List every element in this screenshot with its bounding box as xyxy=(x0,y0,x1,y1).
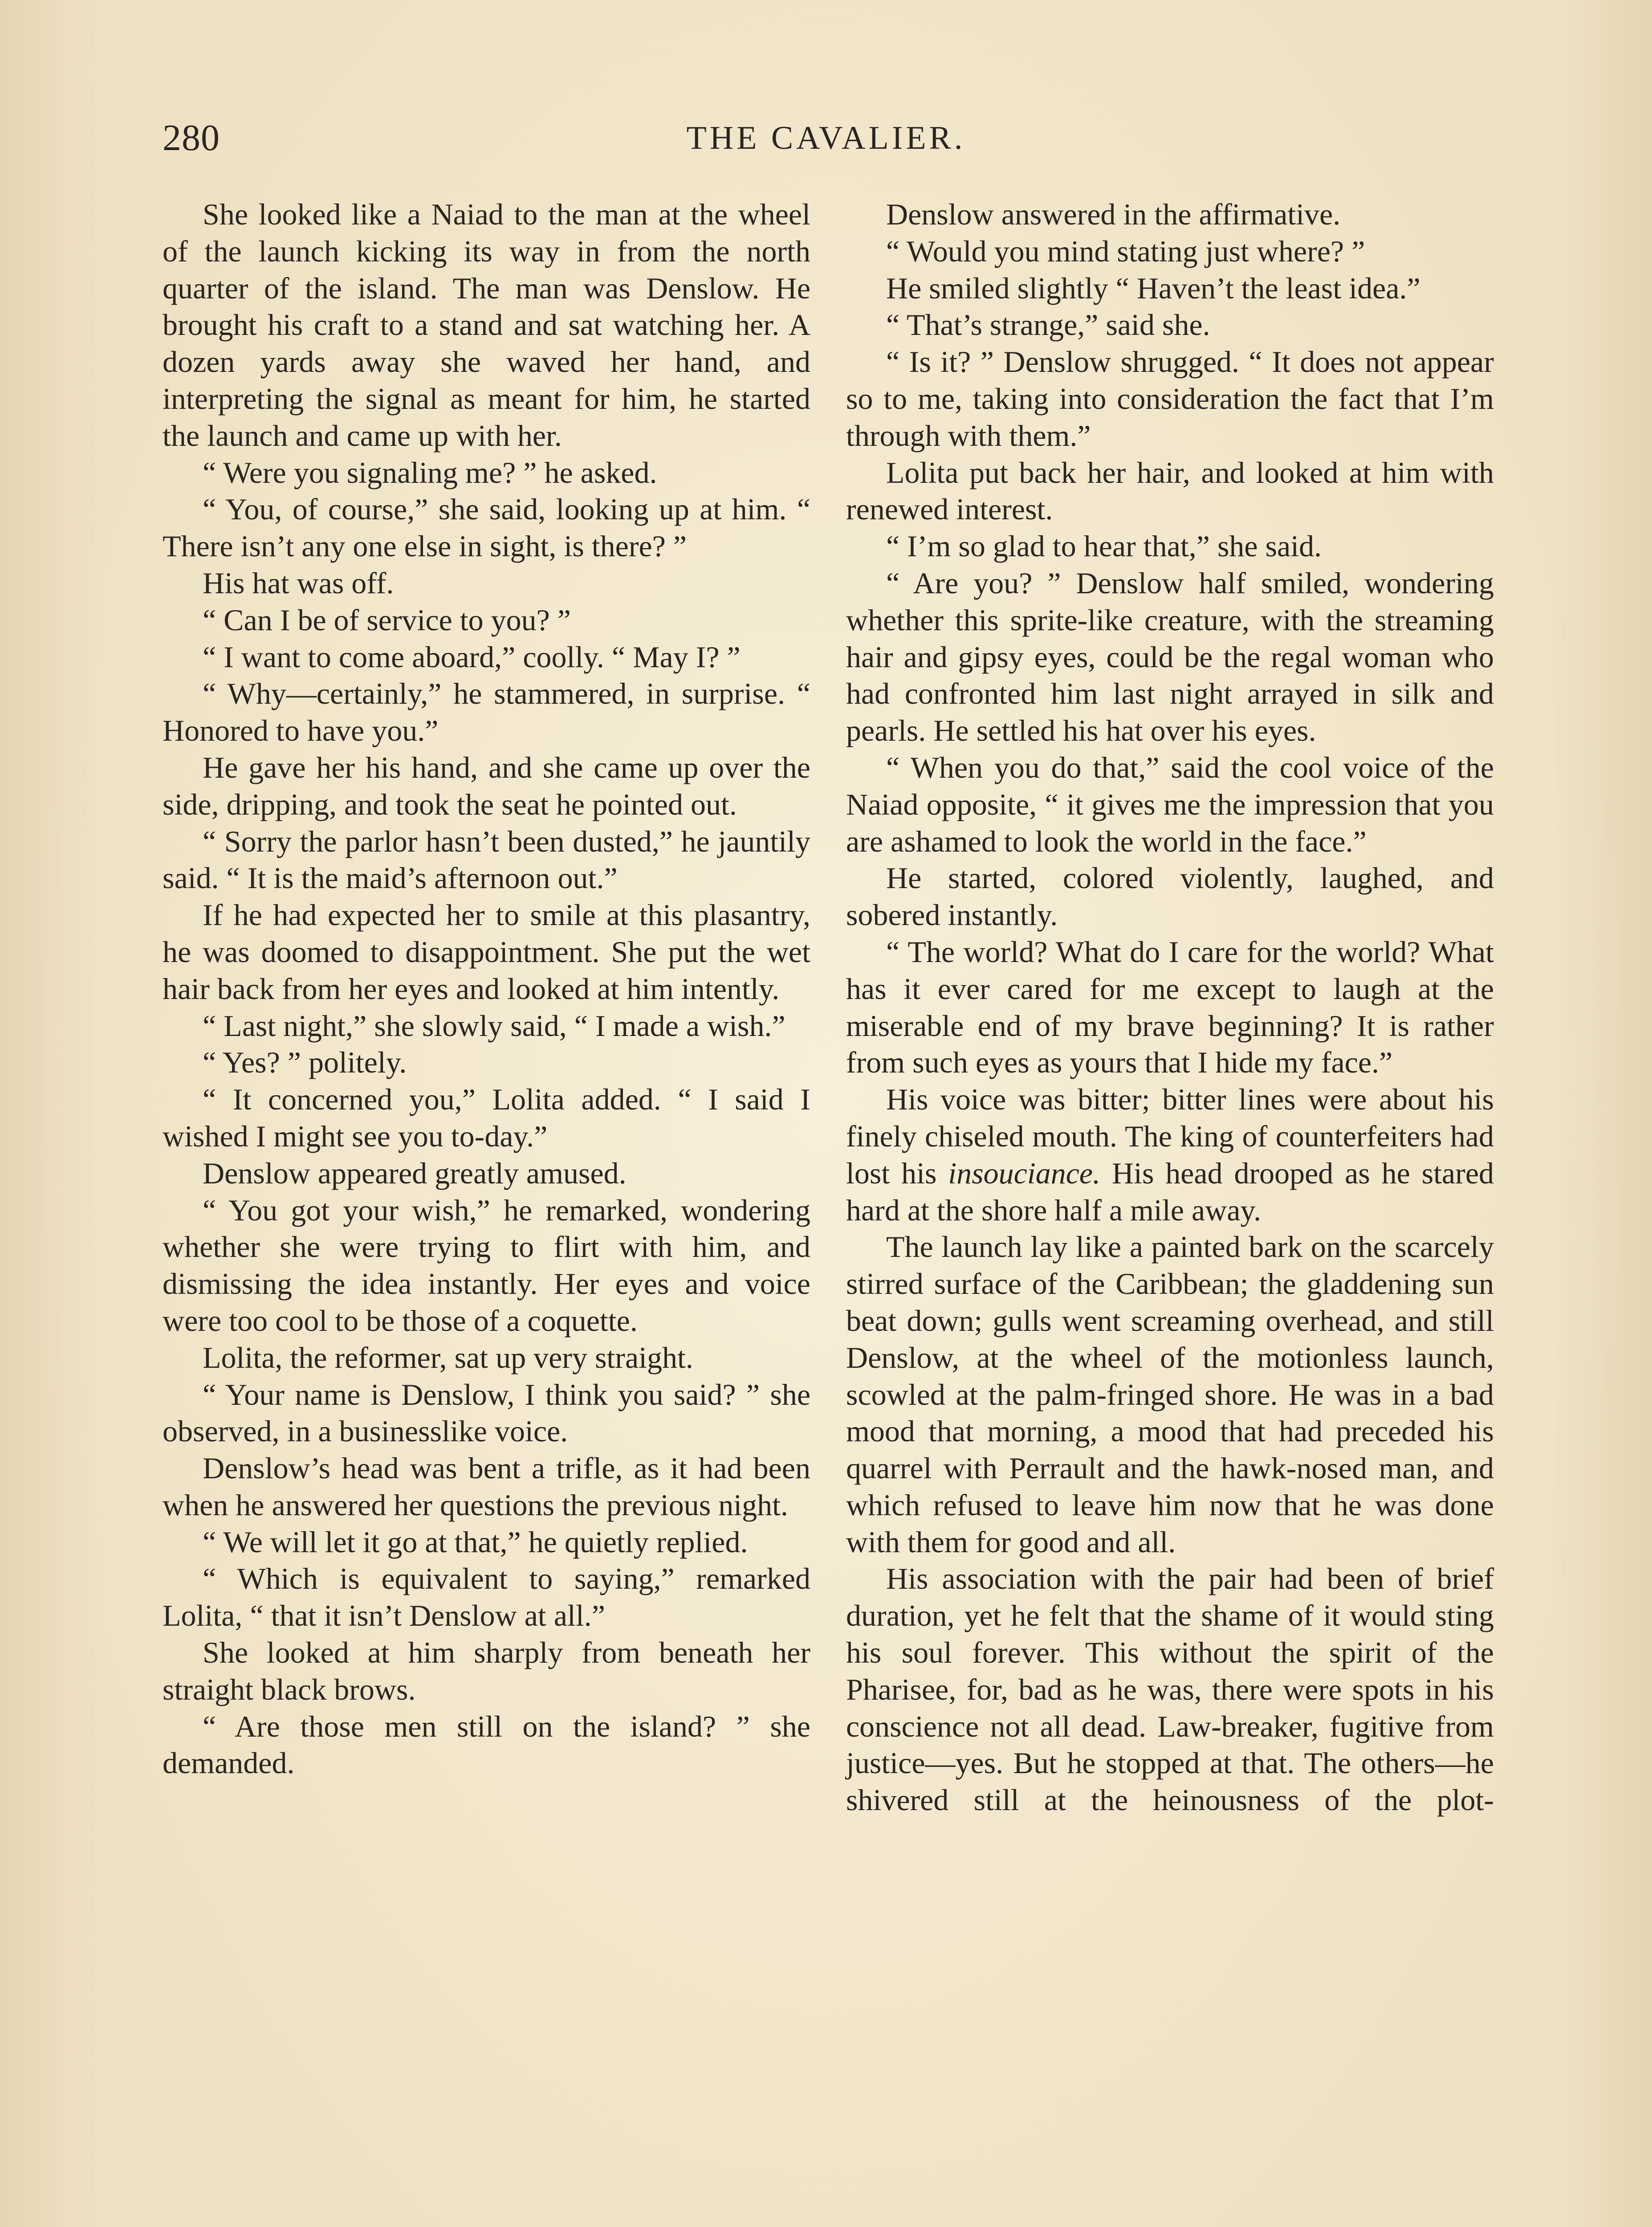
italic-word: insouciance. xyxy=(948,1156,1101,1190)
page-number: 280 xyxy=(163,117,220,159)
paragraph: “ That’s strange,” said she. xyxy=(886,308,1210,342)
paragraph xyxy=(846,1081,1494,1228)
paragraph: Lolita, the reformer, sat up very straight. xyxy=(203,1340,693,1375)
paragraph: “ Are you? ” Denslow half smiled, wondering whether this sprite-like creature, with the streaming hair and gipsy eyes, could be the regal woman who had confronted him last night arrayed in silk and pearls. He settled his hat over his eyes. xyxy=(846,566,1494,748)
paragraph: He started, colored violently, laughed, and sobered instantly. xyxy=(846,861,1494,932)
paragraph: “ You, of course,” she said, looking up at him. “ There isn’t any one else in sight, is there? ” xyxy=(163,492,810,563)
paragraph: “ Are those men still on the island? ” she demanded. xyxy=(163,1709,810,1780)
paragraph: Denslow’s head was bent a trifle, as it had been when he answered her questions the previous night. xyxy=(163,1451,810,1522)
paragraph: She looked at him sharply from beneath her straight black brows. xyxy=(163,1636,810,1706)
paragraph: He smiled slightly “ Haven’t the least idea.” xyxy=(886,271,1420,305)
page-header xyxy=(163,114,1489,163)
paragraph: “ Yes? ” politely. xyxy=(203,1045,407,1080)
paragraph: He gave her his hand, and she came up over the side, dripping, and took the seat he pointed out. xyxy=(163,750,810,821)
paragraph: If he had expected her to smile at this plasantry, he was doomed to disappointment. She put the wet hair back from her eyes and looked at him intently. xyxy=(163,898,810,1006)
paragraph: “ Sorry the parlor hasn’t been dusted,” he jauntily said. “ It is the maid’s afternoon out.” xyxy=(163,824,810,895)
paragraph: Denslow answered in the affirmative. xyxy=(886,197,1341,231)
paragraph: “ I’m so glad to hear that,” she said. xyxy=(886,529,1322,563)
paragraph-text: His head drooped as he stared hard at the shore half a mile away. xyxy=(846,1156,1494,1227)
paragraph-text: His voice was bitter; bitter lines were about his finely chiseled mouth. The king of counterfeiters had lost his xyxy=(846,1082,1494,1190)
right-column xyxy=(846,196,1494,1819)
paragraph: “ Which is equivalent to saying,” remarked Lolita, “ that it isn’t Denslow at all.” xyxy=(163,1562,810,1633)
paragraph: “ We will let it go at that,” he quietly replied. xyxy=(203,1525,748,1559)
paragraph: Lolita put back her hair, and looked at him with renewed interest. xyxy=(846,455,1494,526)
paragraph: “ Is it? ” Denslow shrugged. “ It does not appear so to me, taking into consideration the fact that I’m through with them.” xyxy=(846,345,1494,453)
paragraph: The launch lay like a painted bark on the scarcely stirred surface of the Caribbean; the gladdening sun beat down; gulls went screaming overhead, and still Denslow, at the wheel of the motionless launch, scowled at the palm-fringed shore. He was in a bad mood that morning, a mood that had preceded his quarrel with Perrault and the hawk-nosed man, and which refused to leave him now that he was done with them for good and all. xyxy=(846,1230,1494,1559)
paragraph: “ It concerned you,” Lolita added. “ I said I wished I might see you to-day.” xyxy=(163,1082,810,1153)
paragraph: “ Were you signaling me? ” he asked. xyxy=(203,455,657,489)
paragraph: Denslow appeared greatly amused. xyxy=(203,1156,627,1190)
paragraph: “ When you do that,” said the cool voice of the Naiad opposite, “ it gives me the impression that you are ashamed to look the world in the face.” xyxy=(846,750,1494,858)
paragraph: His association with the pair had been of brief duration, yet he felt that the shame of it would sting his soul forever. This without the spirit of the Pharisee, for, bad as he was, there were spots in his conscience not all dead. Law-breaker, fugitive from justice—yes. But he stopped at that. The others—he shivered still at the heinousness of the plot- xyxy=(846,1562,1494,1817)
paragraph: “ Would you mind stating just where? ” xyxy=(886,234,1365,268)
paragraph: “ Why—certainly,” he stammered, in surprise. “ Honored to have you.” xyxy=(163,677,810,748)
paragraph: “ Your name is Denslow, I think you said? ” she observed, in a businesslike voice. xyxy=(163,1377,810,1448)
paragraph: She looked like a Naiad to the man at the wheel of the launch kicking its way in from the north quarter of the island. The man was Denslow. He brought his craft to a stand and sat watching her. A dozen yards away she waved her hand, and interpreting the signal as meant for him, he started the launch and came up with her. xyxy=(163,197,810,453)
running-head: THE CAVALIER. xyxy=(686,120,966,156)
left-column xyxy=(163,196,810,1782)
paragraph: “ You got your wish,” he remarked, wondering whether she were trying to flirt with him, and dismissing the idea instantly. Her eyes and voice were too cool to be those of a coquette. xyxy=(163,1193,810,1338)
paragraph: His hat was off. xyxy=(203,566,394,600)
paragraph: “ Can I be of service to you? ” xyxy=(203,603,571,637)
paragraph: “ Last night,” she slowly said, “ I made a wish.” xyxy=(203,1008,785,1043)
paragraph: “ I want to come aboard,” coolly. “ May I? ” xyxy=(203,640,741,674)
paragraph: “ The world? What do I care for the world? What has it ever cared for me except to laugh at the miserable end of my brave beginning? It is rather from such eyes as yours that I hide my face.” xyxy=(846,934,1494,1080)
